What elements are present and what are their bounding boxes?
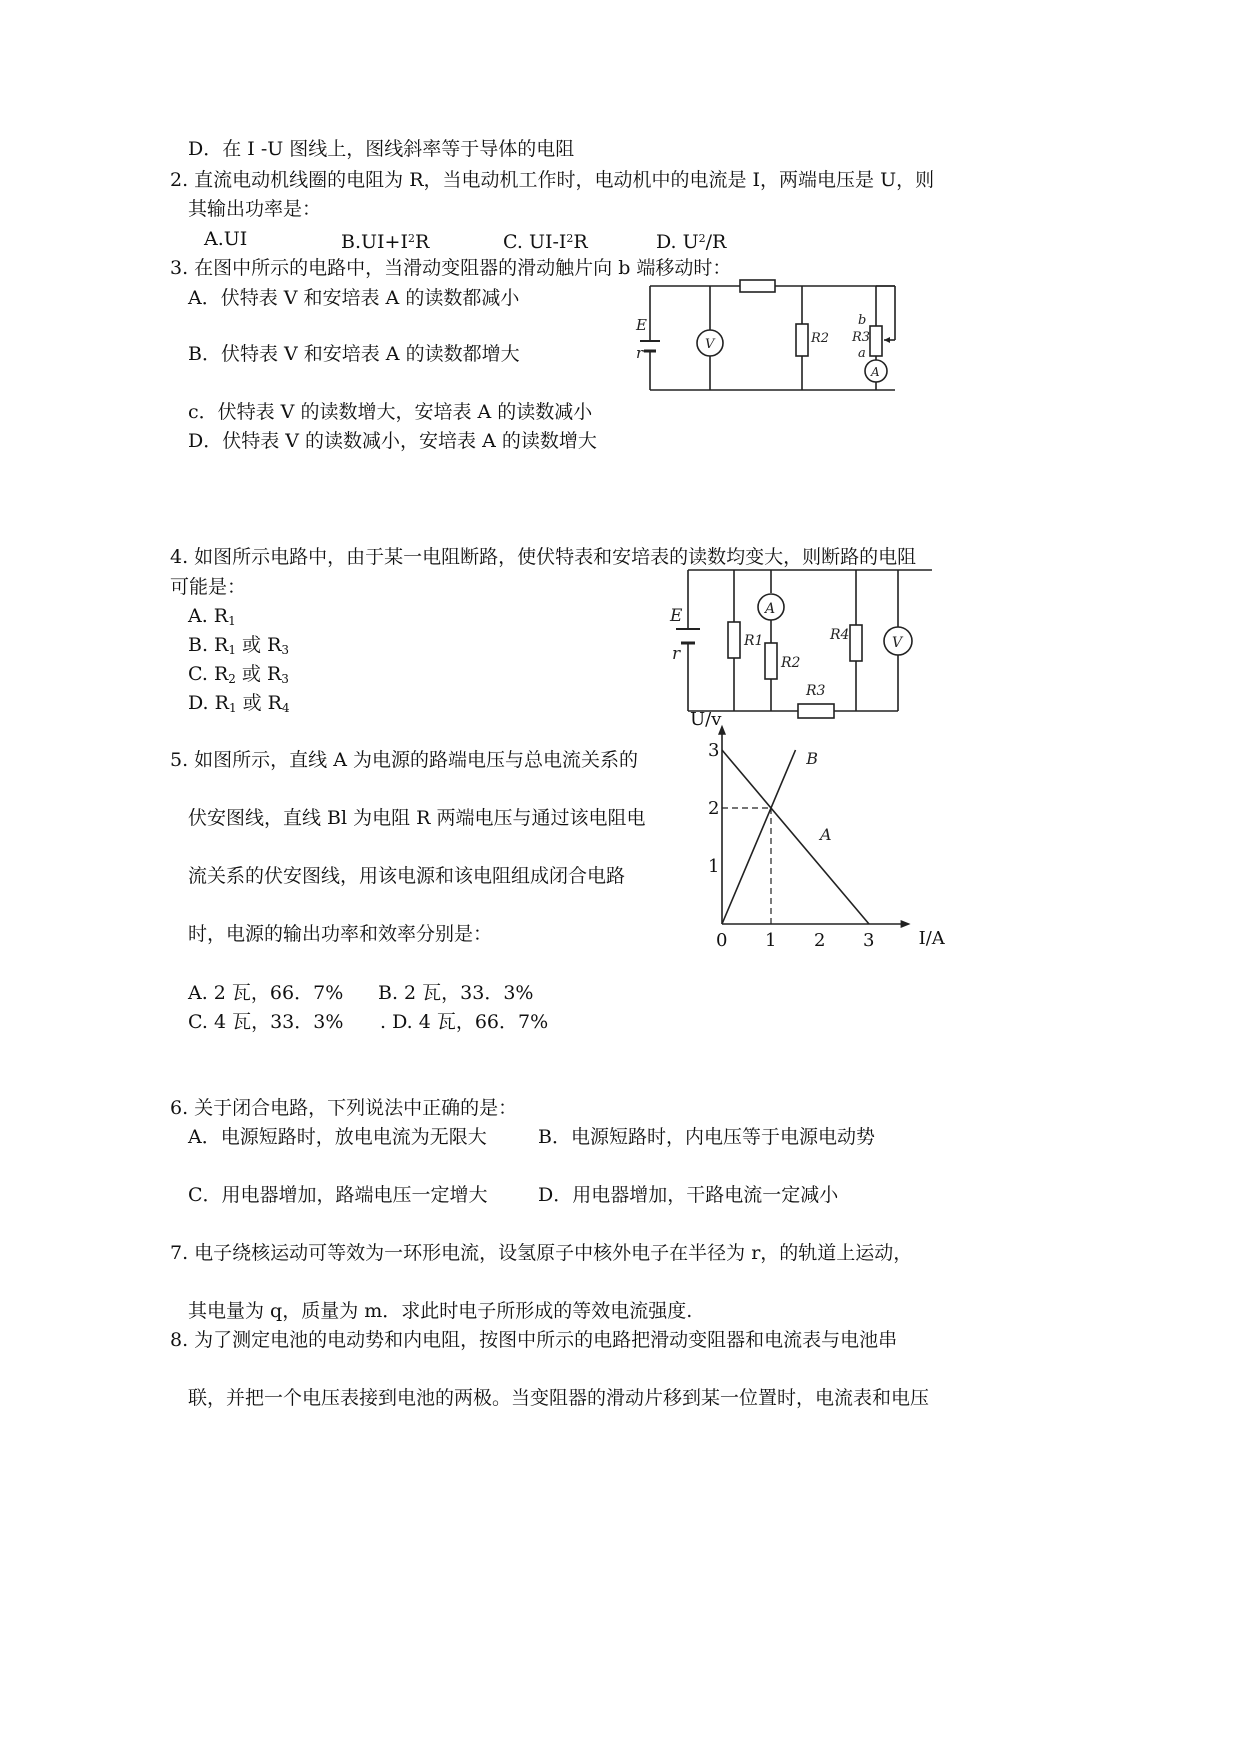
- q3-stem: 3. 在图中所示的电路中，当滑动变阻器的滑动触片向 b 端移动时：: [170, 257, 732, 279]
- q3-label-v: V: [705, 337, 715, 352]
- q2-stem-line1: 2. 直流电动机线圈的电阻为 R，当电动机工作时，电动机中的电流是 I，两端电压是 U，则: [170, 169, 935, 191]
- x-tick-label: 2: [814, 930, 826, 951]
- q5-option-c: C. 4 瓦，33．3%: [188, 1011, 344, 1033]
- q4-label-r: r: [672, 644, 681, 664]
- q6-option-a: A．电源短路时，放电电流为无限大: [188, 1126, 487, 1148]
- q4-label-r4: R4: [830, 627, 850, 643]
- q3-label-e: E: [636, 316, 647, 334]
- q5-line3: 流关系的伏安图线，用该电源和该电阻组成闭合电路: [188, 865, 626, 887]
- y-tick-label: 1: [708, 856, 720, 877]
- q4-label-r1: R1: [744, 633, 764, 649]
- q6-option-c: C．用电器增加，路端电压一定增大: [188, 1184, 488, 1206]
- series-line-a: [722, 750, 869, 924]
- q5-option-d: . D. 4 瓦，66．7%: [380, 1011, 549, 1033]
- q2-option-d: D. $U^2/R$: [656, 231, 727, 253]
- y-tick-label: 3: [708, 740, 720, 761]
- q3-circuit-diagram: [630, 278, 910, 398]
- x-axis-arrow: [901, 920, 911, 928]
- q3-option-b: B．伏特表 V 和安培表 A 的读数都增大: [188, 343, 520, 365]
- q6-stem: 6. 关于闭合电路，下列说法中正确的是：: [170, 1097, 518, 1119]
- q4-circuit-diagram: [660, 565, 960, 725]
- q4-option-b: B. $R_1$ 或 $R_3$: [188, 634, 290, 657]
- q5-line4: 时，电源的输出功率和效率分别是：: [188, 923, 493, 945]
- q2-option-b: $B.UI+I^2R$: [341, 231, 430, 253]
- q4-option-d: D. $R_1$ 或 $R_4$: [188, 692, 290, 715]
- q4-label-voltmeter: V: [892, 635, 903, 651]
- q5-line2: 伏安图线，直线 Bl 为电阻 R 两端电压与通过该电阻电: [188, 807, 646, 829]
- x-tick-label: 3: [863, 930, 875, 951]
- q4-label-ammeter: A: [765, 601, 776, 617]
- q4-label-e: E: [670, 606, 683, 626]
- q5-option-a: A. 2 瓦，66．7%: [188, 982, 344, 1004]
- q4-stem-line1: 4. 如图所示电路中，由于某一电阻断路，使伏特表和安培表的读数均变大，则断路的电阻: [170, 546, 917, 568]
- q3-label-r3: R3: [852, 330, 871, 345]
- q6-option-d: D．用电器增加，干路电流一定减小: [538, 1184, 839, 1206]
- q2-stem-line2: 其输出功率是：: [188, 198, 322, 220]
- q6-option-b: B．电源短路时，内电压等于电源电动势: [538, 1126, 875, 1148]
- q3-option-d: D．伏特表 V 的读数减小，安培表 A 的读数增大: [188, 430, 597, 452]
- x-tick-label: 1: [765, 930, 777, 951]
- q1-option-d: D．在 I -U 图线上，图线斜率等于导体的电阻: [188, 138, 575, 160]
- q3-label-r2: R2: [811, 331, 830, 346]
- q7-line2: 其电量为 q，质量为 m．求此时电子所形成的等效电流强度.: [188, 1300, 693, 1322]
- q4-label-r2: R2: [781, 655, 801, 671]
- q8-line2: 联，并把一个电压表接到电池的两极。当变阻器的滑动片移到某一位置时，电流表和电压: [188, 1387, 930, 1409]
- q3-option-c: c．伏特表 V 的读数增大，安培表 A 的读数减小: [188, 401, 593, 423]
- q4-stem-line2: 可能是：: [170, 576, 247, 598]
- q5-option-b: B. 2 瓦，33．3%: [378, 982, 534, 1004]
- series-label-b: B: [806, 749, 819, 768]
- x-axis-label: I/A: [918, 928, 945, 949]
- y-tick-label: 2: [708, 798, 720, 819]
- q8-line1: 8. 为了测定电池的电动势和内电阻，按图中所示的电路把滑动变阻器和电流表与电池串: [170, 1329, 898, 1351]
- series-label-a: A: [820, 824, 832, 844]
- q7-line1: 7. 电子绕核运动可等效为一环形电流，设氢原子中核外电子在半径为 r，的轨道上运动，: [170, 1242, 913, 1264]
- q3-label-r: r: [636, 344, 644, 362]
- q4-option-c: C. $R_2$ 或 $R_3$: [188, 663, 289, 686]
- q3-label-ammeter: A: [871, 365, 880, 379]
- q3-option-a: A．伏特表 V 和安培表 A 的读数都减小: [188, 287, 520, 309]
- x-tick-label: 0: [716, 930, 728, 951]
- q3-label-b: b: [858, 313, 867, 328]
- series-line-b: [722, 750, 796, 924]
- q5-line1: 5. 如图所示，直线 A 为电源的路端电压与总电流关系的: [170, 749, 638, 771]
- q2-option-a: A.UI: [204, 228, 248, 250]
- q3-label-a: a: [858, 346, 866, 361]
- y-axis-label: U/v: [690, 708, 722, 730]
- q2-option-c: C. $UI-I^2R$: [503, 231, 588, 253]
- q4-label-r3: R3: [806, 683, 826, 699]
- q5-ui-chart: [680, 708, 950, 952]
- q4-option-a: A. $R_1$: [188, 605, 236, 628]
